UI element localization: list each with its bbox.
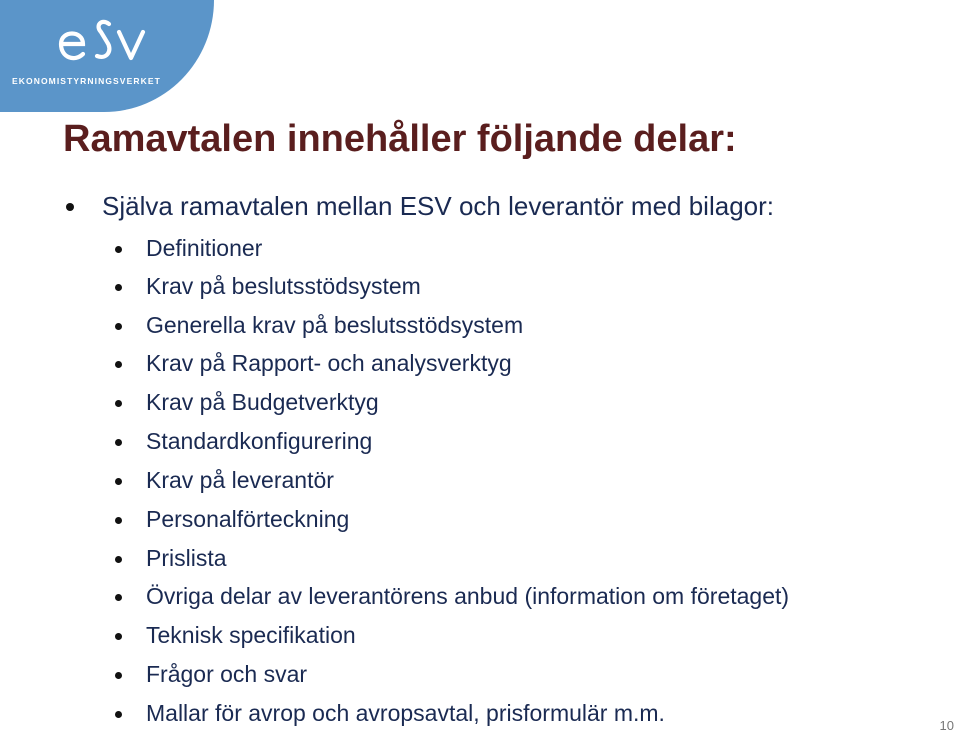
sub-bullet-text: Krav på beslutsstödsystem (146, 273, 421, 299)
esv-logo (0, 0, 214, 112)
sub-bullet-text: Övriga delar av leverantörens anbud (information om företaget) (146, 583, 790, 609)
esv-logo-mark (57, 16, 157, 64)
sub-bullet (146, 583, 789, 610)
bullet-dot-icon (115, 478, 122, 485)
bullet-dot-icon (115, 400, 122, 407)
bullet-dot-icon (115, 246, 122, 253)
sub-bullet (146, 661, 307, 688)
sub-bullet-text: Generella krav på beslutsstödsystem (146, 312, 524, 338)
bullet-dot-icon (115, 323, 122, 330)
bullet-dot-icon (115, 594, 122, 601)
logo-subtitle: EKONOMISTYRNINGSVERKET (12, 76, 161, 86)
sub-bullet (146, 622, 356, 649)
bullet-dot-icon (115, 672, 122, 679)
sub-bullet (146, 312, 523, 339)
sub-bullet-text: Standardkonfigurering (146, 428, 373, 454)
sub-bullet-text: Mallar för avrop och avropsavtal, prisformulär m.m. (146, 700, 665, 726)
sub-bullet-text: Personalförteckning (146, 506, 350, 532)
sub-bullet (146, 235, 262, 262)
sub-bullet-text: Krav på Rapport- och analysverktyg (146, 350, 512, 376)
sub-bullet-text: Krav på Budgetverktyg (146, 389, 379, 415)
sub-bullet (146, 389, 379, 416)
bullet-dot-icon (115, 556, 122, 563)
sub-bullet (146, 467, 334, 494)
bullet-dot-icon (115, 284, 122, 291)
sub-bullet (146, 428, 372, 455)
sub-bullet (146, 350, 512, 377)
bullet-dot-icon (115, 361, 122, 368)
sub-bullet-text: Definitioner (146, 235, 263, 261)
bullet-dot-icon (115, 517, 122, 524)
sub-bullet-text: Frågor och svar (146, 661, 308, 687)
sub-bullet (146, 545, 227, 572)
sub-bullet (146, 700, 665, 727)
sub-bullet-text: Prislista (146, 545, 227, 571)
sub-bullet (146, 273, 421, 300)
bullet-dot-icon (115, 633, 122, 640)
sub-bullet-text: Krav på leverantör (146, 467, 334, 493)
bullet-dot-icon (115, 439, 122, 446)
slide-title: Ramavtalen innehåller följande delar: (63, 118, 737, 160)
sub-bullet (146, 506, 349, 533)
page-number: 10 (939, 718, 954, 733)
top-bullet (102, 191, 774, 222)
bullet-dot-icon (66, 203, 74, 211)
top-bullet-text: Själva ramavtalen mellan ESV och leverantör med bilagor: (102, 191, 775, 221)
bullet-dot-icon (115, 711, 122, 718)
sub-bullet-text: Teknisk specifikation (146, 622, 356, 648)
